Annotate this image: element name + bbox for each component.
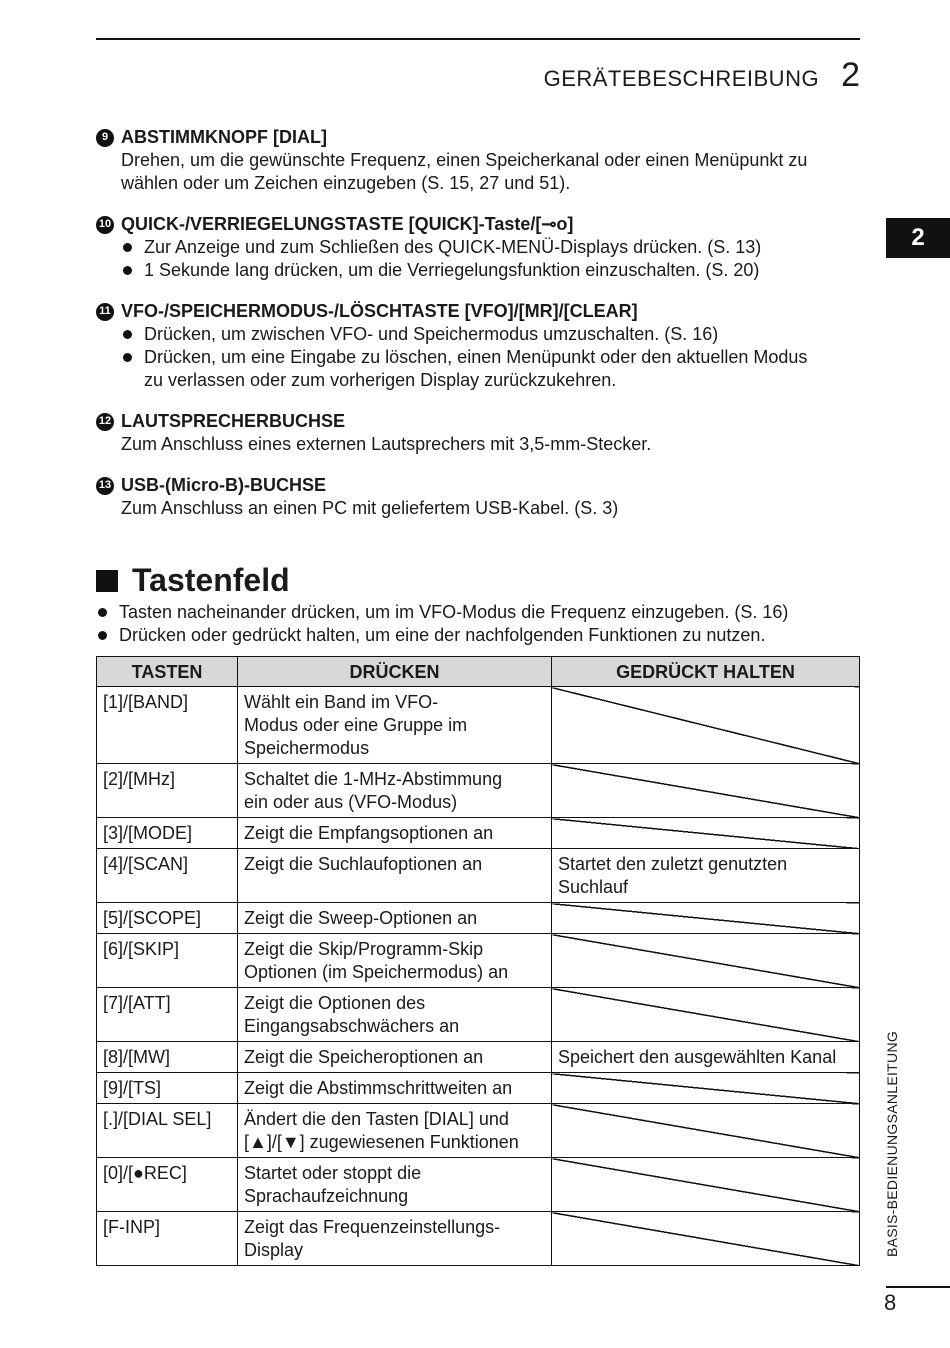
table-row <box>97 1042 860 1073</box>
table-row <box>97 1104 860 1158</box>
press-cell <box>238 903 552 934</box>
press-text-line: Modus oder eine Gruppe im <box>244 715 468 735</box>
heading-square-icon <box>96 570 118 592</box>
section-title-text: ABSTIMMKNOPF [DIAL] <box>121 127 327 147</box>
key-cell: [2]/[MHz] <box>97 764 238 818</box>
hold-cell-empty <box>552 764 860 818</box>
item-number-badge: 12 <box>96 413 114 431</box>
header-chapter-number: 2 <box>841 56 860 94</box>
bullet-text: Tasten nacheinander drücken, um im VFO-Modus die Frequenz einzugeben. (S. 16) <box>119 602 789 622</box>
press-text-line: Zeigt die Skip/Programm-Skip <box>244 939 484 959</box>
bullet-item <box>121 236 866 259</box>
table-row <box>97 764 860 818</box>
press-text-line: Startet oder stoppt die <box>244 1163 422 1183</box>
key-cell: [3]/[MODE] <box>97 818 238 849</box>
bullet-icon <box>123 266 132 275</box>
table-header-row <box>97 657 860 687</box>
key-cell: [9]/[TS] <box>97 1073 238 1104</box>
press-text-line: Zeigt das Frequenzeinstellungs- <box>244 1217 501 1237</box>
bullet-item <box>121 323 866 346</box>
section-body-line: Zum Anschluss eines externen Lautsprechers mit 3,5-mm-Stecker. <box>121 434 652 454</box>
section-title <box>96 474 866 497</box>
press-cell <box>238 1212 552 1266</box>
key-cell: [4]/[SCAN] <box>97 849 238 903</box>
page-number: 8 <box>884 1290 897 1315</box>
bullet-icon <box>123 353 132 362</box>
bullet-item <box>121 259 866 282</box>
press-cell <box>238 988 552 1042</box>
hold-cell-empty <box>552 1073 860 1104</box>
component-descriptions <box>96 126 866 538</box>
bullet-icon <box>98 631 107 640</box>
hold-cell-empty <box>552 818 860 849</box>
bullet-text: 1 Sekunde lang drücken, um die Verriegelungsfunktion einzuschalten. (S. 20) <box>144 260 760 280</box>
key-cell: [F-INP] <box>97 1212 238 1266</box>
bullet-icon <box>123 243 132 252</box>
section-item <box>96 474 866 520</box>
side-label <box>868 1022 916 1266</box>
press-cell <box>238 1073 552 1104</box>
hold-cell-empty <box>552 1212 860 1266</box>
section-title <box>96 126 866 149</box>
press-text-line: Zeigt die Suchlaufoptionen an <box>244 854 483 874</box>
press-text-line: Schaltet die 1-MHz-Abstimmung <box>244 769 503 789</box>
press-text-line: Zeigt die Sweep-Optionen an <box>244 908 478 928</box>
section-item <box>96 213 866 282</box>
section-title <box>96 300 866 323</box>
bullet-icon <box>98 608 107 617</box>
section-item <box>96 300 866 392</box>
hold-cell <box>552 1042 860 1073</box>
press-cell <box>238 1104 552 1158</box>
key-cell: [.]/[DIAL SEL] <box>97 1104 238 1158</box>
press-text-line: Speichermodus <box>244 738 370 758</box>
section-title-text: LAUTSPRECHERBUCHSE <box>121 411 346 431</box>
bullet-text: Drücken oder gedrückt halten, um eine der nachfolgenden Funktionen zu nutzen. <box>119 625 766 645</box>
hold-text-line: Startet den zuletzt genutzten <box>558 854 788 874</box>
table-row <box>97 687 860 764</box>
chapter-tab: 2 <box>886 218 950 258</box>
table-row <box>97 818 860 849</box>
press-cell <box>238 764 552 818</box>
header-title: GERÄTEBESCHREIBUNG <box>543 66 820 91</box>
hold-cell-empty <box>552 903 860 934</box>
key-cell: [1]/[BAND] <box>97 687 238 764</box>
press-cell <box>238 1042 552 1073</box>
side-label-text: BASIS-BEDIENUNGSANLEITUNG <box>884 1030 901 1258</box>
press-text-line: Sprachaufzeichnung <box>244 1186 409 1206</box>
table-row <box>97 849 860 903</box>
press-text-line: Eingangsabschwächers an <box>244 1016 460 1036</box>
bullet-item <box>96 624 866 647</box>
press-cell <box>238 934 552 988</box>
bullet-text: Drücken, um zwischen VFO- und Speichermodus umzuschalten. (S. 16) <box>144 324 719 344</box>
table-row <box>97 988 860 1042</box>
section-item <box>96 410 866 456</box>
section-body-line: Zum Anschluss an einen PC mit geliefertem USB-Kabel. (S. 3) <box>121 498 619 518</box>
bullet-item <box>121 369 866 392</box>
press-cell <box>238 849 552 903</box>
keypad-table <box>96 656 860 1266</box>
bullet-text: Zur Anzeige und zum Schließen des QUICK-MENÜ-Displays drücken. (S. 13) <box>144 237 762 257</box>
section-body-line: Drehen, um die gewünschte Frequenz, einen Speicherkanal oder einen Menüpunkt zu <box>121 150 808 170</box>
key-cell: [8]/[MW] <box>97 1042 238 1073</box>
column-header-press: DRÜCKEN <box>238 657 552 687</box>
section-heading <box>96 562 290 599</box>
bullet-item <box>121 346 866 369</box>
column-header-hold: GEDRÜCKT HALTEN <box>552 657 860 687</box>
press-text-line: ein oder aus (VFO-Modus) <box>244 792 458 812</box>
item-number-badge: 10 <box>96 216 114 234</box>
section-body-line: wählen oder um Zeichen einzugeben (S. 15, 27 und 51). <box>121 173 571 193</box>
hold-cell-empty <box>552 687 860 764</box>
hold-text-line: Suchlauf <box>558 877 629 897</box>
running-header <box>544 56 860 95</box>
table-row <box>97 1212 860 1266</box>
key-cell: [5]/[SCOPE] <box>97 903 238 934</box>
key-cell: [7]/[ATT] <box>97 988 238 1042</box>
press-cell <box>238 687 552 764</box>
item-number-badge: 9 <box>96 129 114 147</box>
bullet-text: zu verlassen oder zum vorherigen Display zurückzukehren. <box>144 370 617 390</box>
press-text-line: Wählt ein Band im VFO- <box>244 692 439 712</box>
section-title <box>96 213 866 236</box>
press-cell <box>238 1158 552 1212</box>
footer-rule <box>886 1286 950 1288</box>
hold-text-line: Speichert den ausgewählten Kanal <box>558 1047 837 1067</box>
item-number-badge: 11 <box>96 303 114 321</box>
bullet-icon <box>123 330 132 339</box>
press-text-line: Zeigt die Empfangsoptionen an <box>244 823 494 843</box>
key-cell: [0]/[●REC] <box>97 1158 238 1212</box>
key-cell: [6]/[SKIP] <box>97 934 238 988</box>
top-rule <box>96 38 860 40</box>
hold-cell-empty <box>552 934 860 988</box>
press-text-line: Zeigt die Optionen des <box>244 993 426 1013</box>
section-heading-text: Tastenfeld <box>132 562 290 598</box>
press-text-line: Optionen (im Speichermodus) an <box>244 962 509 982</box>
bullet-item <box>96 601 866 624</box>
hold-cell-empty <box>552 1158 860 1212</box>
press-text-line: Display <box>244 1240 304 1260</box>
press-text-line: Ändert die den Tasten [DIAL] und <box>244 1109 509 1129</box>
press-cell <box>238 818 552 849</box>
section-title-text: VFO-/SPEICHERMODUS-/LÖSCHTASTE [VFO]/[MR]/[CLEAR] <box>121 301 638 321</box>
section-title-text: USB-(Micro-B)-BUCHSE <box>121 475 326 495</box>
press-text-line: Zeigt die Abstimmschrittweiten an <box>244 1078 513 1098</box>
table-row <box>97 903 860 934</box>
table-row <box>97 1158 860 1212</box>
keypad-intro <box>96 601 866 647</box>
press-text-line: Zeigt die Speicheroptionen an <box>244 1047 484 1067</box>
press-text-line: [▲]/[▼] zugewiesenen Funktionen <box>244 1132 519 1152</box>
hold-cell-empty <box>552 1104 860 1158</box>
hold-cell-empty <box>552 988 860 1042</box>
section-title-text: QUICK-/VERRIEGELUNGSTASTE [QUICK]-Taste/[⊸o] <box>121 214 574 234</box>
hold-cell <box>552 849 860 903</box>
bullet-text: Drücken, um eine Eingabe zu löschen, einen Menüpunkt oder den aktuellen Modus <box>144 347 808 367</box>
section-title <box>96 410 866 433</box>
column-header-keys: TASTEN <box>97 657 238 687</box>
table-row <box>97 1073 860 1104</box>
section-item <box>96 126 866 195</box>
table-row <box>97 934 860 988</box>
item-number-badge: 13 <box>96 477 114 495</box>
